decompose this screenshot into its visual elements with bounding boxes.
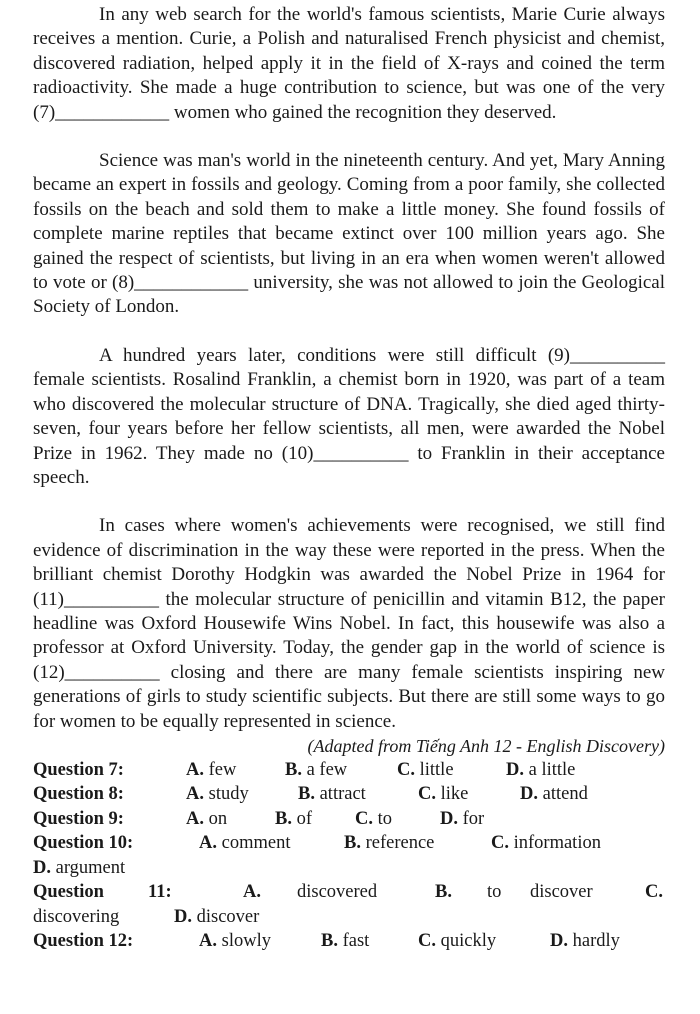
option-d: D. hardly [550,931,620,952]
question-label: Question [33,882,104,903]
passage-paragraph-4: In cases where women's achievements were recognised, we still find evidence of discrimination in the way these were reported in the press. When the brilliant chemist Dorothy Hodgkin was awarded the Nobel Prize in 1964 for (11)__________ the molecular structure of penicillin and vitamin B12, the paper headline was Oxford Housewife Wins Nobel. In fact, this housewife was also a professor at Oxford University. Today, the gender gap in the world of science is (12)__________ closing and there are many female scientists inspiring new generations of girls to study scientific subjects. But there are still some ways to go for women to be equally represented in science. [33,515,665,732]
option-a: A. few [186,759,237,780]
passage-paragraph-1: In any web search for the world's famous scientists, Marie Curie always receives a mention. Curie, a Polish and naturalised French physicist and chemist, discovered radiation, helped apply it in the field of X-rays and coined the term radioactivity. She made a huge contribution to science, but was one of the very (7)____________ women who gained the recognition they deserved. [33,4,665,123]
option-d: D. a little [506,759,576,780]
option-c: C. like [418,784,469,805]
option-b: B. attract [298,784,366,805]
option-c-text: discovering [33,906,120,927]
option-b: B. of [275,808,313,829]
question-11 [33,880,665,905]
option-d: D. for [440,808,485,829]
option-a-text: discovered [297,882,378,903]
option-a: A. study [186,784,249,805]
option-a: A. on [186,808,228,829]
option-d: D. argument [33,857,126,878]
question-label: Question 8: [33,784,124,805]
option-c: C. quickly [418,931,497,952]
option-b: B. reference [344,833,435,854]
option-b-text: to [487,882,502,903]
question-10-continued [33,856,665,881]
question-12 [33,929,665,954]
question-label: Question 12: [33,931,134,952]
option-b-text-2: discover [530,882,593,903]
passage-paragraph-2: Science was man's world in the nineteenth century. And yet, Mary Anning became an expert in fossils and geology. Coming from a poor family, she collected fossils on the beach and sold them to make a little money. She found fossils of complete marine reptiles that became extinct over 100 million years ago. She gained the respect of scientists, but living in an era when women weren't allowed to vote or (8)____________ university, she was not allowed to join the Geological Society of London. [33,150,665,318]
option-a-key: A. [243,882,261,903]
question-10 [33,831,665,856]
option-d: D. discover [174,906,260,927]
worksheet-page [33,0,665,954]
question-label: Question 10: [33,833,134,854]
source-citation: (Adapted from Tiếng Anh 12 - English Discovery) [307,735,665,756]
option-b: B. a few [285,759,348,780]
question-7 [33,758,665,783]
option-b-key: B. [435,882,452,903]
option-c: C. little [397,759,454,780]
option-b: B. fast [321,931,370,952]
question-label: Question 9: [33,808,124,829]
question-number: 11: [148,882,172,903]
option-d: D. attend [520,784,588,805]
passage-paragraph-3: A hundred years later, conditions were still difficult (9)__________ female scientists. Rosalind Franklin, a chemist born in 1920, was part of a team who discovered the molecular structure of DNA. Tragically, she died aged thirty-seven, four years before her fellow scientists, all men, were awarded the Nobel Prize in 1962. They made no (10)__________ to Franklin in their acceptance speech. [33,344,665,488]
option-c-key: C. [645,882,663,903]
option-c: C. information [491,833,601,854]
question-9 [33,807,665,832]
option-a: A. comment [199,833,291,854]
question-label: Question 7: [33,759,124,780]
question-8 [33,782,665,807]
option-a: A. slowly [199,931,271,952]
option-c: C. to [355,808,393,829]
question-11-continued [33,905,665,930]
